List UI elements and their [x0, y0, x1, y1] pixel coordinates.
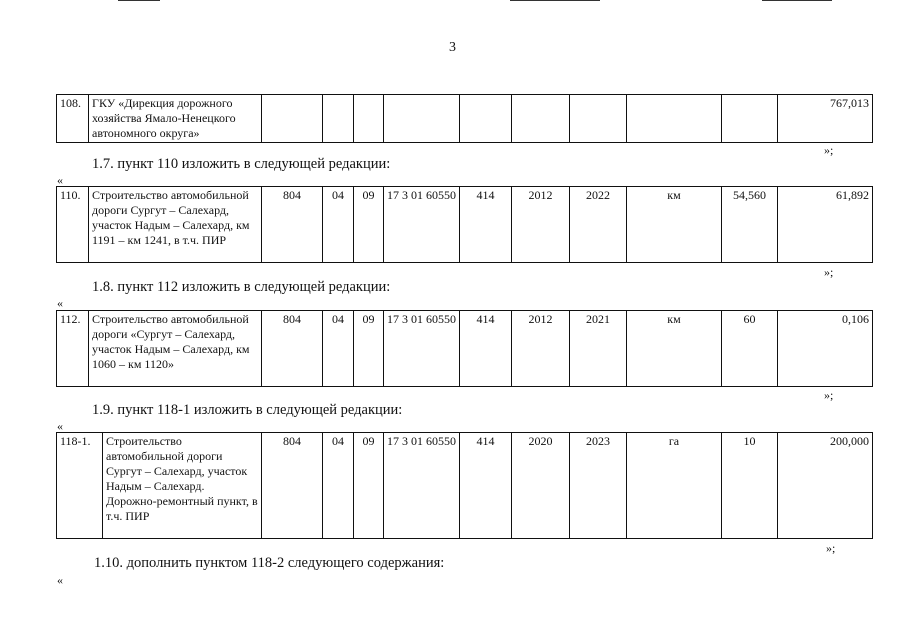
cell-5: 414: [460, 433, 512, 539]
row-name: ГКУ «Дирекция дорожного хозяйства Ямало-Ненецкого автономного округа»: [89, 95, 262, 143]
table-row-112: [56, 310, 873, 387]
row-name: Строительство автомобильной дороги Сургут – Салехард, участок Надым – Салехард. Дорожно-ремонтный пункт, в т.ч. ПИР: [103, 433, 262, 539]
cell-9: [722, 95, 778, 143]
header-rule-right: [762, 0, 832, 1]
close-quote: »;: [824, 388, 834, 402]
cell-4: 17 3 01 60550: [384, 433, 460, 539]
cell-7: 2021: [570, 311, 627, 387]
cell-7: [570, 95, 627, 143]
paragraph-1-10: 1.10. дополнить пунктом 118-2 следующего содержания:: [94, 555, 445, 571]
cell-4: 17 3 01 60550: [384, 311, 460, 387]
cell-3: 09: [354, 433, 384, 539]
paragraph-1-8: 1.8. пункт 112 изложить в следующей редакции:: [92, 279, 391, 295]
cell-10: 767,013: [778, 95, 873, 143]
cell-8: км: [627, 187, 722, 263]
cell-10: 61,892: [778, 187, 873, 263]
header-rule-left: [118, 0, 160, 1]
cell-8: [627, 95, 722, 143]
cell-3: [354, 95, 384, 143]
cell-2: 04: [323, 311, 354, 387]
cell-3: 09: [354, 311, 384, 387]
cell-1: [262, 95, 323, 143]
cell-9: 60: [722, 311, 778, 387]
cell-1: 804: [262, 311, 323, 387]
cell-8: га: [627, 433, 722, 539]
cell-10: 200,000: [778, 433, 873, 539]
cell-1: 804: [262, 433, 323, 539]
cell-7: 2022: [570, 187, 627, 263]
close-quote: »;: [824, 143, 834, 157]
cell-9: 10: [722, 433, 778, 539]
open-quote: «: [57, 173, 63, 187]
row-number: 110.: [57, 187, 89, 263]
cell-5: 414: [460, 187, 512, 263]
cell-4: [384, 95, 460, 143]
cell-1: 804: [262, 187, 323, 263]
cell-4: 17 3 01 60550: [384, 187, 460, 263]
cell-6: [512, 95, 570, 143]
row-number: 118-1.: [57, 433, 103, 539]
cell-10: 0,106: [778, 311, 873, 387]
close-quote: »;: [824, 265, 834, 279]
table-row-108: [56, 94, 873, 143]
cell-2: 04: [323, 187, 354, 263]
open-quote: «: [57, 573, 63, 587]
cell-2: [323, 95, 354, 143]
cell-5: 414: [460, 311, 512, 387]
paragraph-1-9: 1.9. пункт 118-1 изложить в следующей редакции:: [92, 402, 403, 418]
row-name: Строительство автомобильной дороги «Сургут – Салехард, участок Надым – Салехард, км 1060 – км 1120»: [89, 311, 262, 387]
open-quote: «: [57, 419, 63, 433]
row-number: 108.: [57, 95, 89, 143]
cell-2: 04: [323, 433, 354, 539]
page-number: 3: [449, 40, 456, 55]
row-name: Строительство автомобильной дороги Сургут – Салехард, участок Надым – Салехард, км 1191 – км 1241, в т.ч. ПИР: [89, 187, 262, 263]
cell-9: 54,560: [722, 187, 778, 263]
table-row-110: [56, 186, 873, 263]
header-rule-center: [510, 0, 600, 1]
cell-6: 2020: [512, 433, 570, 539]
cell-7: 2023: [570, 433, 627, 539]
close-quote: »;: [826, 541, 836, 555]
cell-6: 2012: [512, 311, 570, 387]
open-quote: «: [57, 296, 63, 310]
cell-3: 09: [354, 187, 384, 263]
table-row-118-1: [56, 432, 873, 539]
cell-8: км: [627, 311, 722, 387]
cell-6: 2012: [512, 187, 570, 263]
row-number: 112.: [57, 311, 89, 387]
paragraph-1-7: 1.7. пункт 110 изложить в следующей редакции:: [92, 156, 391, 172]
cell-5: [460, 95, 512, 143]
